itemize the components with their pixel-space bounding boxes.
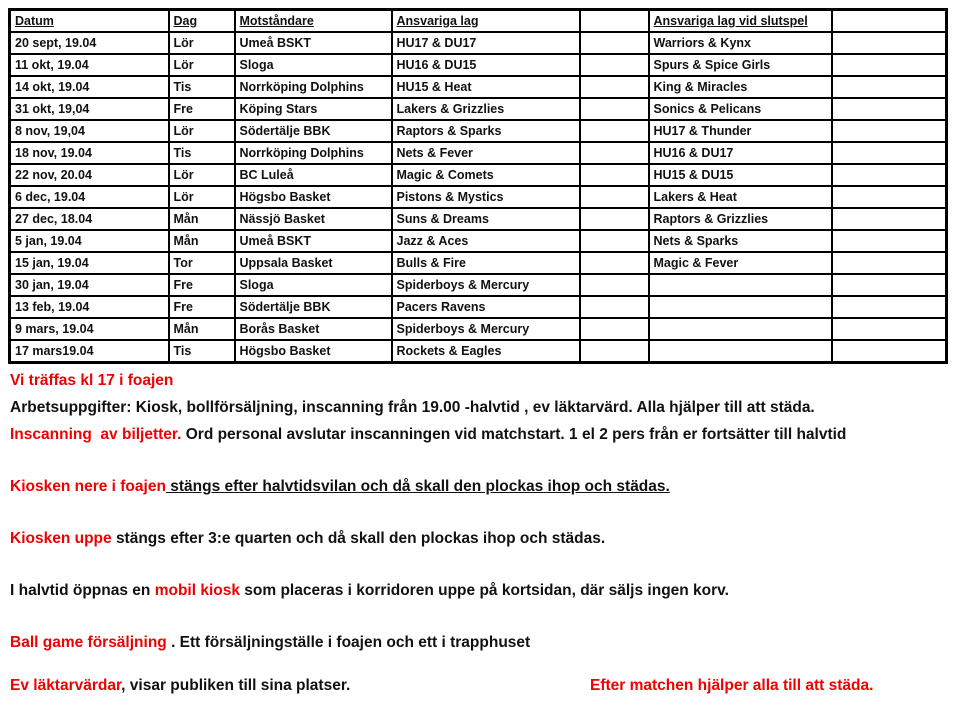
header-motstandare: Motståndare (235, 10, 392, 33)
cell-motstandare: Sloga (235, 54, 392, 76)
cell-motstandare: Södertälje BBK (235, 120, 392, 142)
cell-motstandare: Södertälje BBK (235, 296, 392, 318)
cell-dag: Mån (169, 318, 235, 340)
schedule-table (8, 8, 948, 364)
cell-motstandare: BC Luleå (235, 164, 392, 186)
cell-dag: Lör (169, 54, 235, 76)
cell-datum: 22 nov, 20.04 (10, 164, 169, 186)
table-row (10, 164, 947, 186)
header-dag: Dag (169, 10, 235, 33)
cell-blank-right (832, 252, 947, 274)
cell-datum: 8 nov, 19,04 (10, 120, 169, 142)
cell-motstandare: Umeå BSKT (235, 230, 392, 252)
cell-motstandare: Uppsala Basket (235, 252, 392, 274)
cell-blank-right (832, 274, 947, 296)
schedule-table-body (10, 32, 947, 363)
note-line-1 (10, 371, 956, 391)
cell-datum: 5 jan, 19.04 (10, 230, 169, 252)
cell-slutspel: Warriors & Kynx (649, 32, 832, 54)
table-row (10, 32, 947, 54)
cell-motstandare: Borås Basket (235, 318, 392, 340)
cell-motstandare: Norrköping Dolphins (235, 142, 392, 164)
cell-blank-right (832, 296, 947, 318)
cell-blank (580, 76, 649, 98)
cell-blank (580, 142, 649, 164)
header-blank-right-cell (832, 10, 947, 33)
note-segment: mobil kiosk (154, 582, 245, 599)
cell-blank (580, 230, 649, 252)
cell-ansvariga-lag: Spiderboys & Mercury (392, 318, 580, 340)
cell-ansvariga-lag: Bulls & Fire (392, 252, 580, 274)
cell-blank (580, 208, 649, 230)
cell-blank-right (832, 76, 947, 98)
notes-section (10, 371, 956, 696)
cell-blank (580, 274, 649, 296)
note-segment: Ball game försäljning (10, 634, 172, 651)
footer-note: Efter matchen hjälper alla till att städa. (590, 677, 874, 694)
cell-ansvariga-lag: Rockets & Eagles (392, 340, 580, 363)
table-row (10, 252, 947, 274)
cell-blank (580, 252, 649, 274)
cell-blank-right (832, 142, 947, 164)
cell-dag: Lör (169, 120, 235, 142)
cell-ansvariga-lag: Raptors & Sparks (392, 120, 580, 142)
cell-blank (580, 340, 649, 363)
table-row (10, 120, 947, 142)
cell-ansvariga-lag: Nets & Fever (392, 142, 580, 164)
cell-dag: Tor (169, 252, 235, 274)
cell-slutspel: King & Miracles (649, 76, 832, 98)
cell-slutspel: Lakers & Heat (649, 186, 832, 208)
table-row (10, 274, 947, 296)
note-line-3 (10, 425, 956, 445)
cell-ansvariga-lag: Magic & Comets (392, 164, 580, 186)
cell-blank (580, 98, 649, 120)
note-line-4 (10, 477, 956, 497)
note-segment: . Ett försäljningställe i foajen och ett i trapphuset (171, 634, 531, 651)
cell-slutspel (649, 274, 832, 296)
cell-dag: Mån (169, 230, 235, 252)
cell-blank (580, 186, 649, 208)
cell-datum: 15 jan, 19.04 (10, 252, 169, 274)
cell-dag: Tis (169, 76, 235, 98)
cell-dag: Tis (169, 340, 235, 363)
cell-datum: 9 mars, 19.04 (10, 318, 169, 340)
cell-ansvariga-lag: HU15 & Heat (392, 76, 580, 98)
note-segment: Arbetsuppgifter: Kiosk, bollförsäljning, inscanning från 19.00 -halvtid , ev läktarvärd. Alla hjälper till att städa. (10, 399, 815, 416)
note-segment: Ord personal avslutar inscanningen vid matchstart. 1 el 2 pers från er fortsätter till halvtid (181, 426, 847, 443)
cell-motstandare: Nässjö Basket (235, 208, 392, 230)
cell-motstandare: Sloga (235, 274, 392, 296)
cell-datum: 6 dec, 19.04 (10, 186, 169, 208)
cell-dag: Lör (169, 164, 235, 186)
cell-blank-right (832, 340, 947, 363)
cell-blank-right (832, 318, 947, 340)
cell-blank-right (832, 230, 947, 252)
cell-blank (580, 120, 649, 142)
table-row (10, 318, 947, 340)
cell-slutspel: HU17 & Thunder (649, 120, 832, 142)
cell-ansvariga-lag: Suns & Dreams (392, 208, 580, 230)
cell-motstandare: Högsbo Basket (235, 186, 392, 208)
cell-blank-right (832, 98, 947, 120)
cell-blank (580, 32, 649, 54)
table-row (10, 54, 947, 76)
header-datum: Datum (10, 10, 169, 33)
table-row (10, 142, 947, 164)
note-segment: , visar publiken till sina platser. (121, 677, 351, 694)
cell-blank-right (832, 164, 947, 186)
cell-slutspel: Spurs & Spice Girls (649, 54, 832, 76)
cell-datum: 31 okt, 19,04 (10, 98, 169, 120)
cell-blank-right (832, 54, 947, 76)
cell-datum: 20 sept, 19.04 (10, 32, 169, 54)
cell-dag: Lör (169, 32, 235, 54)
header-blank-cell (580, 10, 649, 33)
cell-datum: 17 mars19.04 (10, 340, 169, 363)
cell-blank-right (832, 186, 947, 208)
cell-slutspel: Sonics & Pelicans (649, 98, 832, 120)
cell-ansvariga-lag: Spiderboys & Mercury (392, 274, 580, 296)
note-segment: Kiosken nere i foajen (10, 478, 166, 495)
note-segment: Vi träffas kl 17 i foajen (10, 372, 174, 389)
cell-ansvariga-lag: HU16 & DU15 (392, 54, 580, 76)
cell-slutspel: HU16 & DU17 (649, 142, 832, 164)
note-line-6 (10, 581, 956, 601)
table-row (10, 98, 947, 120)
cell-slutspel: Nets & Sparks (649, 230, 832, 252)
cell-blank (580, 296, 649, 318)
cell-motstandare: Köping Stars (235, 98, 392, 120)
note-line-2 (10, 398, 956, 418)
cell-slutspel (649, 296, 832, 318)
note-segment: Kiosken uppe (10, 530, 116, 547)
header-ansvariga-lag: Ansvariga lag (392, 10, 580, 33)
note-segment: I halvtid öppnas en (10, 582, 155, 599)
cell-dag: Lör (169, 186, 235, 208)
cell-blank-right (832, 32, 947, 54)
note-line-7 (10, 633, 956, 653)
cell-ansvariga-lag: Pistons & Mystics (392, 186, 580, 208)
cell-slutspel (649, 318, 832, 340)
cell-datum: 13 feb, 19.04 (10, 296, 169, 318)
cell-ansvariga-lag: Pacers Ravens (392, 296, 580, 318)
cell-dag: Fre (169, 98, 235, 120)
table-row (10, 208, 947, 230)
note-line-5 (10, 529, 956, 549)
cell-dag: Fre (169, 274, 235, 296)
cell-slutspel: Raptors & Grizzlies (649, 208, 832, 230)
cell-motstandare: Norrköping Dolphins (235, 76, 392, 98)
table-row (10, 76, 947, 98)
table-row (10, 296, 947, 318)
cell-blank-right (832, 120, 947, 142)
cell-blank (580, 318, 649, 340)
cell-datum: 14 okt, 19.04 (10, 76, 169, 98)
table-row (10, 186, 947, 208)
note-segment: stängs efter halvtidsvilan och då skall den plockas ihop och städas. (165, 478, 670, 495)
cell-blank (580, 164, 649, 186)
cell-dag: Tis (169, 142, 235, 164)
cell-blank-right (832, 208, 947, 230)
cell-datum: 18 nov, 19.04 (10, 142, 169, 164)
cell-motstandare: Högsbo Basket (235, 340, 392, 363)
cell-ansvariga-lag: Lakers & Grizzlies (392, 98, 580, 120)
cell-dag: Mån (169, 208, 235, 230)
cell-slutspel: HU15 & DU15 (649, 164, 832, 186)
note-line-8 (10, 676, 956, 696)
cell-slutspel (649, 340, 832, 363)
cell-dag: Fre (169, 296, 235, 318)
cell-ansvariga-lag: Jazz & Aces (392, 230, 580, 252)
table-row (10, 230, 947, 252)
note-segment: Ev läktarvärdar (10, 677, 122, 694)
cell-motstandare: Umeå BSKT (235, 32, 392, 54)
note-segment: som placeras i korridoren uppe på kortsidan, där säljs ingen korv. (244, 582, 729, 599)
cell-datum: 30 jan, 19.04 (10, 274, 169, 296)
cell-slutspel: Magic & Fever (649, 252, 832, 274)
note-segment: stängs efter 3:e quarten och då skall den plockas ihop och städas. (115, 530, 606, 547)
table-row (10, 340, 947, 363)
schedule-table-container (8, 8, 948, 364)
note-segment: Inscanning av biljetter. (10, 426, 182, 443)
cell-blank (580, 54, 649, 76)
header-slutspel: Ansvariga lag vid slutspel (649, 10, 832, 33)
cell-datum: 27 dec, 18.04 (10, 208, 169, 230)
cell-datum: 11 okt, 19.04 (10, 54, 169, 76)
table-header-row (10, 10, 947, 33)
cell-ansvariga-lag: HU17 & DU17 (392, 32, 580, 54)
